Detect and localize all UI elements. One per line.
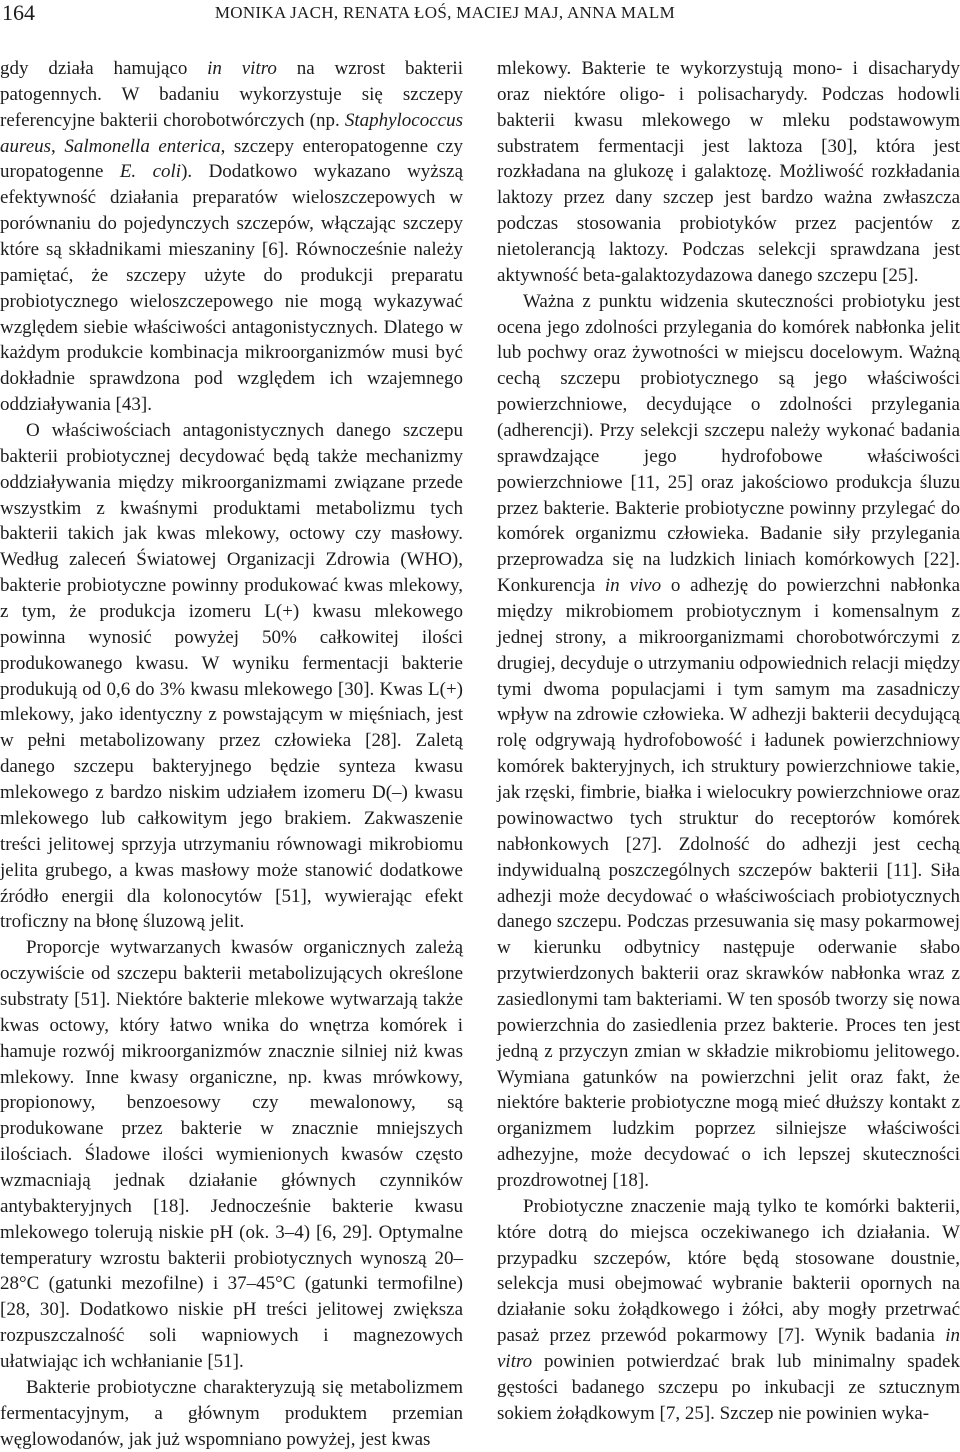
page-number: 164 bbox=[2, 0, 35, 25]
running-head-authors: MONIKA JACH, RENATA ŁOŚ, MACIEJ MAJ, ANNA MALM bbox=[214, 3, 675, 22]
paragraph: O właściwościach antagonistycznych danego szczepu bakterii probiotycznej decydować będą także mechanizmy oddziaływania między mikroorganizmami związane przede wszystkim z kwaśnymi produktami metabolizmu tych bakterii takich jak kwas mlekowy, octowy czy masłowy. Według zaleceń Światowej Organizacji Zdrowia (WHO), bakterie probiotyczne powinny produkować kwas mlekowy, z tym, że produkcja izomeru L(+) kwasu mlekowego powinna wynosić powyżej 50% całkowitej ilości produkowanego kwasu. W wyniku fermentacji bakterie produkują od 0,6 do 3% kwasu mlekowego [30]. Kwas L(+) mlekowy, jako identyczny z powstającym w mięśniach, jest w pełni metabolizowany przez człowieka [28]. Zaletą danego szczepu bakteryjnego będzie synteza kwasu mlekowego z bardzo niskim udziałem izomeru D(–) kwasu mlekowego lub całkowitym jego brakiem. Zakwaszenie treści jelitowej sprzyja utrzymaniu równowagi mikrobiomu jelita grubego, a kwas masłowy może stanowić dodatkowe źródło energii dla kolonocytów [51], wywierając efekt troficzny na błonę śluzową jelit. bbox=[0, 420, 463, 933]
page-header bbox=[0, 0, 960, 34]
paragraph: Probiotyczne znaczenie mają tylko te komórki bakterii, które dotrą do miejsca oczekiwanego ich działania. W przypadku szczepów, które będą stosowane doustnie, selekcja musi obejmować wybranie bakterii opornych na działanie soku żołądkowego i żółci, aby mogły przetrwać pasaż przez przewód pokarmowy [7]. Wynik badania in vitro powinien potwierdzać brak lub minimalny spadek gęstości badanego szczepu po inkubacji ze sztucznym sokiem żołądkowym [7, 25]. Szczep nie powinien wyka- bbox=[497, 1195, 960, 1424]
right-column bbox=[497, 56, 960, 1427]
paragraph: Bakterie probiotyczne charakteryzują się metabolizmem fermentacyjnym, a głównym produktem przemian węglowodanów, jak już wspomniano powyżej, jest kwas bbox=[0, 1376, 463, 1450]
paragraph: Ważna z punktu widzenia skuteczności probiotyku jest ocena jego zdolności przylegania do komórek nabłonka jelit lub pochwy oraz żywotności w miejscu docelowym. Ważną cechą szczepu probiotycznego są jego właściwości powierzchniowe, decydujące o zdolności przylegania (adherencji). Przy selekcji szczepu należy wykonać badania sprawdzające jego hydrofobowe właściwości powierzchniowe [11, 25] oraz jakościowo produkcja śluzu przez bakterie. Bakterie probiotyczne powinny przylegać do komórek organizmu człowieka. Badanie siły przylegania przeprowadza się na ludzkich liniach komórkowych [22]. Konkurencja in vivo o adhezję do powierzchni nabłonka między mikrobiomem probiotycznym i komensalnym z jednej strony, a mikroorganizmami chorobotwórczymi z drugiej, decyduje o utrzymaniu odpowiednich relacji między tymi dwoma populacjami i tym samym ma zasadniczy wpływ na zdrowie człowieka. W adhezji bakterii decydującą rolę odgrywają hydrofobowość i ładunek powierzchniowy komórek bakteryjnych, ich struktury powierzchniowe takie, jak rzęski, fimbrie, białka i wielocukry powierzchniowe oraz powinowactwo tych struktur do receptorów komórek nabłonkowych [27]. Zdolność do adhezji jest cechą indywidualną poszczególnych szczepów bakterii [11]. Siła adhezji może decydować o właściwościach probiotycznych danego szczepu. Podczas przesuwania się masy pokarmowej w kierunku odbytnicy następuje oderwanie słabo przytwierdzonych bakterii oraz skrawków nabłonka wraz z zasiedlonymi tam bakteriami. W ten sposób tworzy się nowa powierzchnia do zasiedlenia przez bakterie. Proces ten jest jedną z przyczyn zmian w składzie mikrobiomu jelitowego. Wymiana gatunków na powierzchni jelit oraz fakt, że niektóre bakterie probiotyczne mogą mieć dłuższy kontakt z organizmem ludzkim poprzez silniejsze właściwości adhezyjne, może decydować o ich lepszej skuteczności prozdrowotnej [18]. bbox=[497, 290, 960, 1191]
paragraph: mlekowy. Bakterie te wykorzystują mono- i disacharydy oraz niektóre oligo- i polisacharydy. Podczas hodowli bakterii kwasu mlekowego w mleku podstawowym substratem fermentacji jest laktoza [30], która jest rozkładana na glukozę i galaktozę. Możliwość rozkładania laktozy przez dany szczep jest bardzo ważna zwłaszcza podczas stosowania probiotyków przez pacjentów z nietolerancją laktozy. Podczas selekcji sprawdzana jest aktywność beta-galaktozydazowa danego szczepu [25]. bbox=[497, 58, 960, 286]
paragraph: Proporcje wytwarzanych kwasów organicznych zależą oczywiście od szczepu bakterii metabolizujących określone substraty [51]. Niektóre bakterie mlekowe wytwarzają także kwas octowy, który łatwo wnika do wnętrza komórek i hamuje rozwój mikroorganizmów znacznie silniej niż kwas mlekowy. Inne kwasy organiczne, np. kwas mrówkowy, propionowy, benzoesowy czy mewalonowy, są produkowane przez bakterie w znacznie mniejszych ilościach. Śladowe ilości wymienionych kwasów często wzmacniają jednak działanie głównych czynników antybakteryjnych [18]. Jednocześnie bakterie kwasu mlekowego tolerują niskie pH (ok. 3–4) [6, 29]. Optymalne temperatury wzrostu bakterii probiotycznych wynoszą 20–28°C (gatunki mezofilne) i 37–45°C (gatunki termofilne) [28, 30]. Dodatkowo niskie pH treści jelitowej zwiększa rozpuszczalność soli wapniowych i magnezowych ułatwiając ich wchłanianie [51]. bbox=[0, 937, 463, 1372]
left-column bbox=[0, 56, 463, 1452]
paragraph: gdy działa hamująco in vitro na wzrost bakterii patogennych. W badaniu wykorzystuje się szczepy referencyjne bakterii chorobotwórczych (np. Staphylococcus aureus, Salmonella enterica, szczepy enteropatogenne czy uropatogenne E. coli). Dodatkowo wykazano wyższą efektywność działania preparatów wieloszczepowych w porównaniu do pojedynczych szczepów, włączając szczepy które są składnikami mieszaniny [6]. Równocześnie należy pamiętać, że szczepy użyte do produkcji preparatu probiotycznego wieloszczepowego nie mogą wykazywać względem siebie właściwości antagonistycznych. Dlatego w każdym produkcie kombinacja mikroorganizmów musi być dokładnie sprawdzona pod względem ich wzajemnego oddziaływania [43]. bbox=[0, 58, 464, 416]
